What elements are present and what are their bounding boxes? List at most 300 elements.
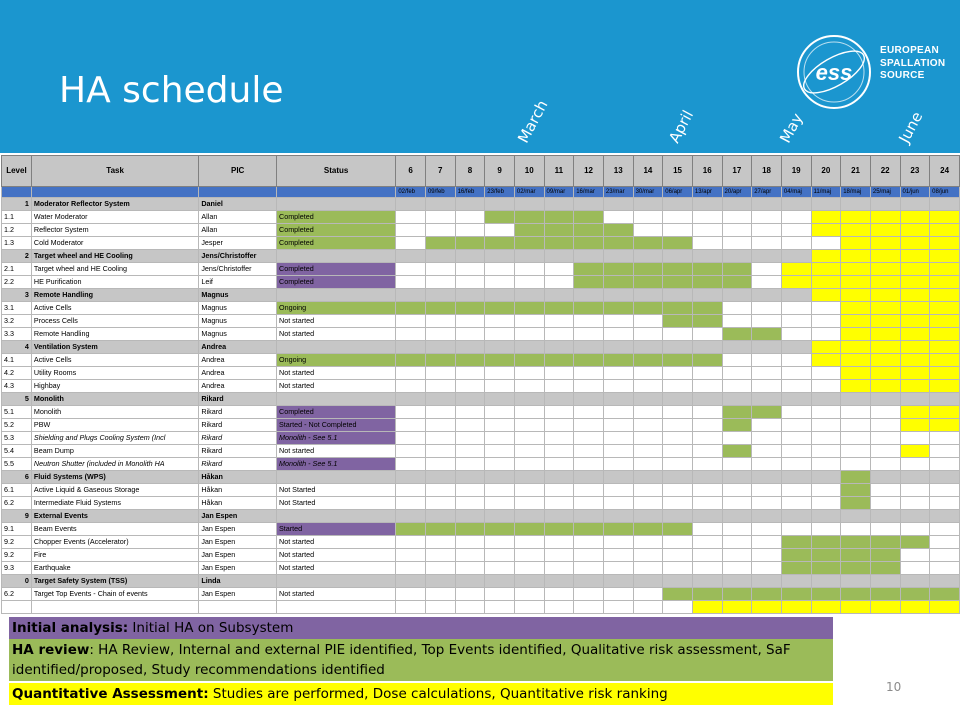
date-spacer-cell — [31, 187, 198, 198]
table-dates-row — [2, 187, 960, 198]
schedule-table-wrapper — [1, 155, 960, 614]
cell-level: 9.1 — [2, 523, 32, 536]
schedule-cell — [870, 211, 900, 224]
schedule-cell — [841, 276, 871, 289]
schedule-cell — [722, 406, 752, 419]
schedule-cell — [603, 432, 633, 445]
schedule-cell — [811, 198, 841, 211]
cell-pic: Andrea — [199, 341, 277, 354]
schedule-cell — [692, 588, 722, 601]
schedule-cell — [663, 250, 693, 263]
schedule-cell — [752, 250, 782, 263]
schedule-cell — [752, 263, 782, 276]
schedule-cell — [663, 419, 693, 432]
cell-status: Not started — [277, 588, 396, 601]
table-row — [2, 276, 960, 289]
schedule-cell — [485, 406, 515, 419]
schedule-cell — [781, 341, 811, 354]
schedule-cell — [603, 341, 633, 354]
schedule-cell — [781, 328, 811, 341]
schedule-cell — [455, 575, 485, 588]
schedule-cell — [544, 393, 574, 406]
schedule-cell — [663, 497, 693, 510]
schedule-cell — [396, 367, 426, 380]
schedule-cell — [663, 211, 693, 224]
schedule-cell — [870, 549, 900, 562]
schedule-cell — [485, 575, 515, 588]
date-spacer-cell — [277, 187, 396, 198]
schedule-cell — [574, 302, 604, 315]
schedule-cell — [455, 536, 485, 549]
schedule-cell — [841, 393, 871, 406]
schedule-cell — [870, 432, 900, 445]
schedule-cell — [722, 393, 752, 406]
schedule-cell — [574, 224, 604, 237]
schedule-cell — [870, 224, 900, 237]
legend-quant-text: Studies are performed, Dose calculations, Quantitative risk ranking — [208, 686, 668, 702]
table-row — [2, 406, 960, 419]
legend-quant-title: Quantitative Assessment: — [12, 686, 209, 702]
schedule-cell — [633, 328, 663, 341]
schedule-cell — [603, 367, 633, 380]
schedule-cell — [396, 263, 426, 276]
schedule-cell — [663, 471, 693, 484]
schedule-cell — [396, 211, 426, 224]
schedule-cell — [900, 497, 930, 510]
cell-level: 9.2 — [2, 536, 32, 549]
schedule-cell — [633, 276, 663, 289]
schedule-cell — [396, 523, 426, 536]
schedule-cell — [425, 341, 455, 354]
schedule-cell — [811, 471, 841, 484]
cell-pic: Jan Espen — [199, 510, 277, 523]
schedule-cell — [930, 484, 960, 497]
schedule-cell — [692, 276, 722, 289]
cell-level: 5.5 — [2, 458, 32, 471]
schedule-cell — [633, 419, 663, 432]
schedule-cell — [692, 510, 722, 523]
schedule-cell — [692, 471, 722, 484]
schedule-cell — [425, 263, 455, 276]
cell-status: Monolith - See 5.1 — [277, 432, 396, 445]
schedule-cell — [811, 328, 841, 341]
schedule-cell — [781, 458, 811, 471]
schedule-cell — [870, 419, 900, 432]
schedule-cell — [514, 328, 544, 341]
table-row — [2, 432, 960, 445]
schedule-cell — [455, 198, 485, 211]
schedule-cell — [722, 588, 752, 601]
schedule-cell — [841, 341, 871, 354]
schedule-cell — [485, 510, 515, 523]
schedule-cell — [633, 523, 663, 536]
schedule-cell — [692, 250, 722, 263]
schedule-cell — [544, 445, 574, 458]
header-week: 8 — [455, 156, 485, 187]
schedule-cell — [514, 406, 544, 419]
schedule-cell — [514, 445, 544, 458]
header-week: 15 — [663, 156, 693, 187]
schedule-cell — [692, 458, 722, 471]
schedule-cell — [930, 419, 960, 432]
cell-level: 3.3 — [2, 328, 32, 341]
schedule-cell — [870, 250, 900, 263]
schedule-cell — [930, 198, 960, 211]
schedule-cell — [841, 406, 871, 419]
schedule-cell — [900, 250, 930, 263]
schedule-cell — [425, 445, 455, 458]
schedule-cell — [663, 458, 693, 471]
schedule-cell — [722, 289, 752, 302]
schedule-cell — [425, 328, 455, 341]
logo-line: SPALLATION — [880, 57, 946, 69]
schedule-cell — [930, 523, 960, 536]
schedule-cell — [841, 510, 871, 523]
schedule-cell — [396, 354, 426, 367]
schedule-cell — [485, 354, 515, 367]
month-label-june: June — [895, 108, 927, 146]
schedule-cell — [633, 224, 663, 237]
schedule-cell — [900, 302, 930, 315]
schedule-cell — [752, 536, 782, 549]
schedule-cell — [663, 601, 693, 614]
schedule-cell — [396, 406, 426, 419]
schedule-cell — [514, 536, 544, 549]
schedule-cell — [663, 549, 693, 562]
schedule-cell — [781, 302, 811, 315]
schedule-cell — [544, 432, 574, 445]
schedule-cell — [900, 315, 930, 328]
schedule-cell — [811, 367, 841, 380]
schedule-cell — [603, 393, 633, 406]
schedule-cell — [485, 549, 515, 562]
schedule-cell — [900, 289, 930, 302]
schedule-cell — [396, 575, 426, 588]
schedule-cell — [870, 458, 900, 471]
table-row — [2, 263, 960, 276]
schedule-cell — [544, 549, 574, 562]
schedule-cell — [722, 276, 752, 289]
schedule-cell — [603, 549, 633, 562]
schedule-cell — [633, 432, 663, 445]
cell-level — [2, 601, 32, 614]
cell-status — [277, 250, 396, 263]
schedule-cell — [396, 315, 426, 328]
schedule-cell — [930, 601, 960, 614]
schedule-cell — [930, 224, 960, 237]
schedule-cell — [663, 224, 693, 237]
schedule-cell — [900, 549, 930, 562]
table-row — [2, 536, 960, 549]
cell-status — [277, 471, 396, 484]
schedule-cell — [930, 289, 960, 302]
schedule-cell — [930, 393, 960, 406]
cell-status — [277, 289, 396, 302]
schedule-cell — [722, 458, 752, 471]
schedule-cell — [870, 497, 900, 510]
schedule-cell — [544, 302, 574, 315]
cell-task: Moderator Reflector System — [31, 198, 198, 211]
schedule-cell — [485, 289, 515, 302]
schedule-cell — [811, 458, 841, 471]
schedule-cell — [841, 562, 871, 575]
schedule-cell — [603, 601, 633, 614]
schedule-cell — [722, 250, 752, 263]
cell-task: Shielding and Plugs Cooling System (Incl — [31, 432, 198, 445]
schedule-cell — [752, 393, 782, 406]
schedule-cell — [870, 276, 900, 289]
schedule-cell — [692, 367, 722, 380]
schedule-cell — [544, 354, 574, 367]
schedule-cell — [485, 198, 515, 211]
table-row — [2, 445, 960, 458]
table-row — [2, 380, 960, 393]
schedule-cell — [485, 302, 515, 315]
schedule-cell — [574, 575, 604, 588]
schedule-cell — [692, 575, 722, 588]
cell-status — [277, 341, 396, 354]
schedule-cell — [663, 562, 693, 575]
schedule-cell — [870, 328, 900, 341]
schedule-cell — [722, 237, 752, 250]
cell-level: 5.3 — [2, 432, 32, 445]
schedule-cell — [485, 380, 515, 393]
schedule-cell — [425, 302, 455, 315]
schedule-cell — [752, 419, 782, 432]
schedule-cell — [722, 211, 752, 224]
schedule-cell — [603, 588, 633, 601]
schedule-cell — [485, 211, 515, 224]
schedule-cell — [514, 601, 544, 614]
cell-level: 2.2 — [2, 276, 32, 289]
schedule-cell — [425, 458, 455, 471]
schedule-cell — [633, 588, 663, 601]
schedule-cell — [425, 367, 455, 380]
week-date: 23/feb — [485, 187, 515, 198]
table-group-row — [2, 289, 960, 302]
schedule-cell — [633, 315, 663, 328]
schedule-cell — [692, 380, 722, 393]
schedule-cell — [692, 484, 722, 497]
schedule-cell — [752, 497, 782, 510]
schedule-cell — [663, 380, 693, 393]
schedule-cell — [544, 289, 574, 302]
schedule-cell — [663, 367, 693, 380]
week-date: 13/apr — [692, 187, 722, 198]
schedule-cell — [574, 198, 604, 211]
schedule-cell — [514, 380, 544, 393]
table-row — [2, 458, 960, 471]
schedule-cell — [870, 393, 900, 406]
schedule-cell — [633, 302, 663, 315]
schedule-cell — [752, 380, 782, 393]
schedule-cell — [722, 575, 752, 588]
schedule-cell — [692, 536, 722, 549]
schedule-cell — [900, 562, 930, 575]
schedule-cell — [603, 315, 633, 328]
table-row — [2, 237, 960, 250]
schedule-cell — [930, 458, 960, 471]
cell-level: 5 — [2, 393, 32, 406]
schedule-table — [1, 155, 960, 614]
cell-status: Not started — [277, 549, 396, 562]
schedule-cell — [663, 445, 693, 458]
schedule-cell — [396, 419, 426, 432]
schedule-cell — [633, 250, 663, 263]
cell-status — [277, 510, 396, 523]
schedule-cell — [485, 224, 515, 237]
schedule-cell — [574, 601, 604, 614]
schedule-cell — [870, 445, 900, 458]
cell-task: Target wheel and HE Cooling — [31, 250, 198, 263]
schedule-cell — [752, 341, 782, 354]
schedule-cell — [544, 562, 574, 575]
cell-level: 9 — [2, 510, 32, 523]
table-row — [2, 601, 960, 614]
schedule-cell — [574, 367, 604, 380]
schedule-cell — [692, 328, 722, 341]
schedule-cell — [722, 367, 752, 380]
month-label-april: April — [665, 107, 698, 146]
cell-status: Not started — [277, 367, 396, 380]
schedule-cell — [455, 601, 485, 614]
schedule-cell — [425, 237, 455, 250]
schedule-cell — [930, 315, 960, 328]
cell-pic: Allan — [199, 224, 277, 237]
schedule-cell — [544, 237, 574, 250]
schedule-cell — [900, 380, 930, 393]
schedule-cell — [692, 562, 722, 575]
schedule-cell — [396, 341, 426, 354]
schedule-cell — [544, 471, 574, 484]
schedule-cell — [425, 432, 455, 445]
schedule-cell — [781, 380, 811, 393]
cell-pic: Andrea — [199, 367, 277, 380]
schedule-cell — [544, 497, 574, 510]
schedule-cell — [811, 523, 841, 536]
schedule-cell — [930, 237, 960, 250]
schedule-cell — [870, 367, 900, 380]
cell-task: Active Cells — [31, 354, 198, 367]
schedule-cell — [544, 523, 574, 536]
schedule-cell — [900, 224, 930, 237]
week-date: 06/apr — [663, 187, 693, 198]
cell-task: Cold Moderator — [31, 237, 198, 250]
schedule-cell — [544, 536, 574, 549]
cell-level: 3 — [2, 289, 32, 302]
schedule-cell — [603, 276, 633, 289]
schedule-cell — [574, 445, 604, 458]
table-row — [2, 588, 960, 601]
schedule-cell — [870, 562, 900, 575]
schedule-cell — [396, 549, 426, 562]
cell-level: 2.1 — [2, 263, 32, 276]
table-row — [2, 328, 960, 341]
schedule-cell — [692, 601, 722, 614]
schedule-cell — [811, 549, 841, 562]
cell-level: 2 — [2, 250, 32, 263]
schedule-cell — [663, 276, 693, 289]
schedule-cell — [396, 510, 426, 523]
schedule-cell — [752, 549, 782, 562]
legend-initial-text: Initial HA on Subsystem — [128, 620, 294, 636]
schedule-cell — [870, 484, 900, 497]
schedule-cell — [811, 211, 841, 224]
table-group-row — [2, 341, 960, 354]
schedule-cell — [930, 536, 960, 549]
schedule-cell — [781, 354, 811, 367]
schedule-cell — [425, 471, 455, 484]
schedule-cell — [870, 289, 900, 302]
cell-task: Ventilation System — [31, 341, 198, 354]
ess-logo — [794, 32, 946, 112]
schedule-cell — [722, 263, 752, 276]
schedule-cell — [425, 393, 455, 406]
schedule-cell — [455, 588, 485, 601]
schedule-cell — [574, 237, 604, 250]
schedule-cell — [722, 328, 752, 341]
table-row — [2, 224, 960, 237]
schedule-cell — [603, 198, 633, 211]
schedule-cell — [485, 328, 515, 341]
schedule-cell — [455, 510, 485, 523]
schedule-cell — [781, 588, 811, 601]
schedule-cell — [425, 406, 455, 419]
schedule-cell — [870, 263, 900, 276]
schedule-cell — [811, 575, 841, 588]
table-group-row — [2, 250, 960, 263]
schedule-cell — [485, 536, 515, 549]
schedule-cell — [811, 354, 841, 367]
schedule-cell — [781, 367, 811, 380]
page-number: 10 — [886, 680, 902, 694]
schedule-cell — [396, 562, 426, 575]
schedule-cell — [514, 549, 544, 562]
schedule-cell — [930, 380, 960, 393]
cell-pic: Jan Espen — [199, 549, 277, 562]
schedule-cell — [752, 575, 782, 588]
cell-task: PBW — [31, 419, 198, 432]
schedule-cell — [514, 276, 544, 289]
schedule-cell — [544, 224, 574, 237]
schedule-cell — [425, 354, 455, 367]
week-date: 02/mar — [514, 187, 544, 198]
schedule-cell — [425, 601, 455, 614]
legend-quantitative — [9, 683, 833, 705]
schedule-cell — [692, 341, 722, 354]
schedule-cell — [633, 510, 663, 523]
schedule-cell — [633, 406, 663, 419]
schedule-cell — [663, 510, 693, 523]
schedule-cell — [485, 458, 515, 471]
schedule-cell — [574, 497, 604, 510]
schedule-cell — [544, 263, 574, 276]
table-row — [2, 354, 960, 367]
schedule-cell — [633, 289, 663, 302]
schedule-cell — [603, 354, 633, 367]
cell-pic: Jan Espen — [199, 562, 277, 575]
cell-pic: Rikard — [199, 393, 277, 406]
schedule-cell — [514, 302, 544, 315]
schedule-cell — [811, 263, 841, 276]
schedule-cell — [485, 588, 515, 601]
legend-initial-title: Initial analysis: — [12, 620, 129, 636]
schedule-cell — [870, 354, 900, 367]
page-title: HA schedule — [59, 70, 284, 111]
cell-task: Process Cells — [31, 315, 198, 328]
table-row — [2, 419, 960, 432]
schedule-cell — [781, 562, 811, 575]
